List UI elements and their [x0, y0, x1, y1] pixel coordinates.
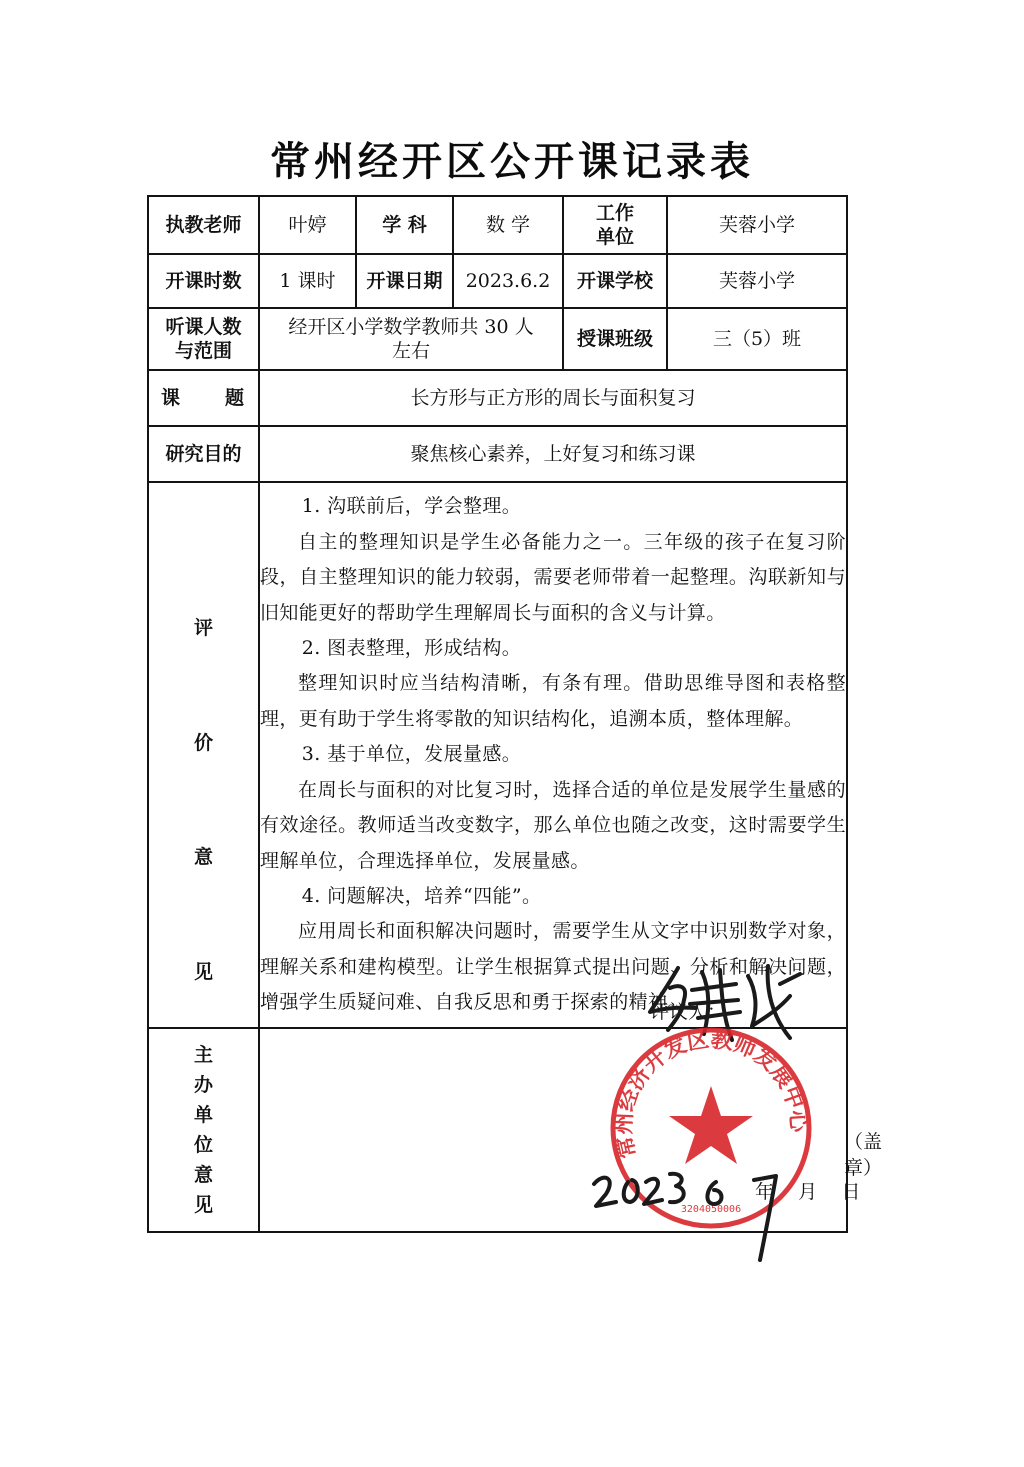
evaluation-paragraph: 4. 问题解决，培养“四能”。: [301, 884, 542, 907]
subject-label: 学 科: [356, 196, 453, 254]
workplace-label-line2: 单位: [595, 226, 634, 248]
seal-label: （盖章）: [844, 1131, 883, 1179]
evaluation-paragraph: 在周长与面积的对比复习时，选择合适的单位是发展学生量感的有效途径。教师适当改变数字，那么单位也随之改变，这时需要学生理解单位，合理选择单位，发展量感。: [260, 778, 846, 872]
audience-value-line2: 左右: [391, 340, 430, 362]
hours-value: 1 课时: [259, 254, 356, 308]
host-label-char: 见: [193, 1194, 213, 1216]
row-hours: [148, 254, 847, 308]
teacher-label: 执教老师: [148, 196, 259, 254]
evaluation-body: [259, 482, 847, 1028]
subject-value: 数 学: [453, 196, 563, 254]
evaluation-paragraph: 自主的整理知识是学生必备能力之一。三年级的孩子在复习阶段，自主整理知识的能力较弱，需要老师带着一起整理。沟联新知与旧知能更好的帮助学生理解周长与面积的含义与计算。: [260, 530, 846, 624]
evaluation-label-char: 评: [193, 617, 213, 639]
audience-label-line2: 与范围: [174, 340, 232, 362]
evaluation-label-char: 价: [193, 731, 213, 754]
seal-code: 3204050006: [680, 1204, 742, 1215]
host-label-char: 办: [193, 1074, 213, 1096]
row-topic: [148, 370, 847, 426]
reviewer-label: 评议人：: [649, 1001, 726, 1023]
row-purpose: [148, 426, 847, 482]
row-audience: [148, 308, 847, 370]
school-label: 开课学校: [563, 254, 667, 308]
audience-label-line1: 听课人数: [165, 316, 242, 338]
purpose-label: 研究目的: [148, 426, 259, 482]
class-value: 三（5）班: [667, 308, 847, 370]
school-value: 芙蓉小学: [667, 254, 847, 308]
audience-value: [259, 308, 563, 370]
evaluation-label-char: 意: [193, 846, 213, 869]
date-value: 2023.6.2: [453, 254, 563, 308]
hours-label: 开课时数: [148, 254, 259, 308]
host-label-char: 位: [193, 1134, 213, 1156]
row-evaluation: [148, 482, 847, 1028]
handwritten-date: [590, 1160, 790, 1270]
evaluation-label: [148, 482, 259, 1028]
purpose-value: 聚焦核心素养，上好复习和练习课: [259, 426, 847, 482]
evaluation-paragraph: 2. 图表整理，形成结构。: [301, 637, 522, 660]
class-label: 授课班级: [563, 308, 667, 370]
host-label-char: 单: [193, 1104, 213, 1126]
seal-arc-text: 常州经济开发区教师发展中心: [611, 1027, 811, 1161]
workplace-label: [563, 196, 667, 254]
audience-label: [148, 308, 259, 370]
seal-star-icon: [669, 1086, 753, 1164]
topic-value: 长方形与正方形的周长与面积复习: [259, 370, 847, 426]
audience-value-line1: 经开区小学数学教师共 30 人: [288, 316, 534, 338]
teacher-value: 叶婷: [259, 196, 356, 254]
topic-label: [148, 370, 259, 426]
topic-label-char2: 题: [224, 387, 244, 409]
topic-label-char1: 课: [161, 387, 181, 409]
page-title: 常州经开区公开课记录表: [270, 139, 754, 185]
date-label: 开课日期: [356, 254, 453, 308]
host-label-char: 意: [193, 1164, 213, 1186]
host-label-char: 主: [193, 1044, 213, 1066]
host-label: [148, 1028, 259, 1232]
evaluation-paragraph: 整理知识时应当结构清晰，有条有理。借助思维导图和表格整理，更有助于学生将零散的知识结构化，追溯本质，整体理解。: [260, 672, 846, 730]
date-line: 年 月 日: [755, 1181, 861, 1203]
workplace-label-line1: 工作: [595, 202, 634, 224]
workplace-value: 芙蓉小学: [667, 196, 847, 254]
evaluation-paragraph: 应用周长和面积解决问题时，需要学生从文字中识别数学对象，理解关系和建构模型。让学生根据算式提出问题、分析和解决问题，增强学生质疑问难、自我反思和勇于探索的精神。: [260, 920, 846, 1014]
evaluation-paragraph: 1. 沟联前后，学会整理。: [301, 495, 522, 518]
evaluation-paragraph: 3. 基于单位，发展量感。: [301, 743, 522, 766]
row-teacher: [148, 196, 847, 254]
evaluation-label-char: 见: [193, 960, 213, 983]
